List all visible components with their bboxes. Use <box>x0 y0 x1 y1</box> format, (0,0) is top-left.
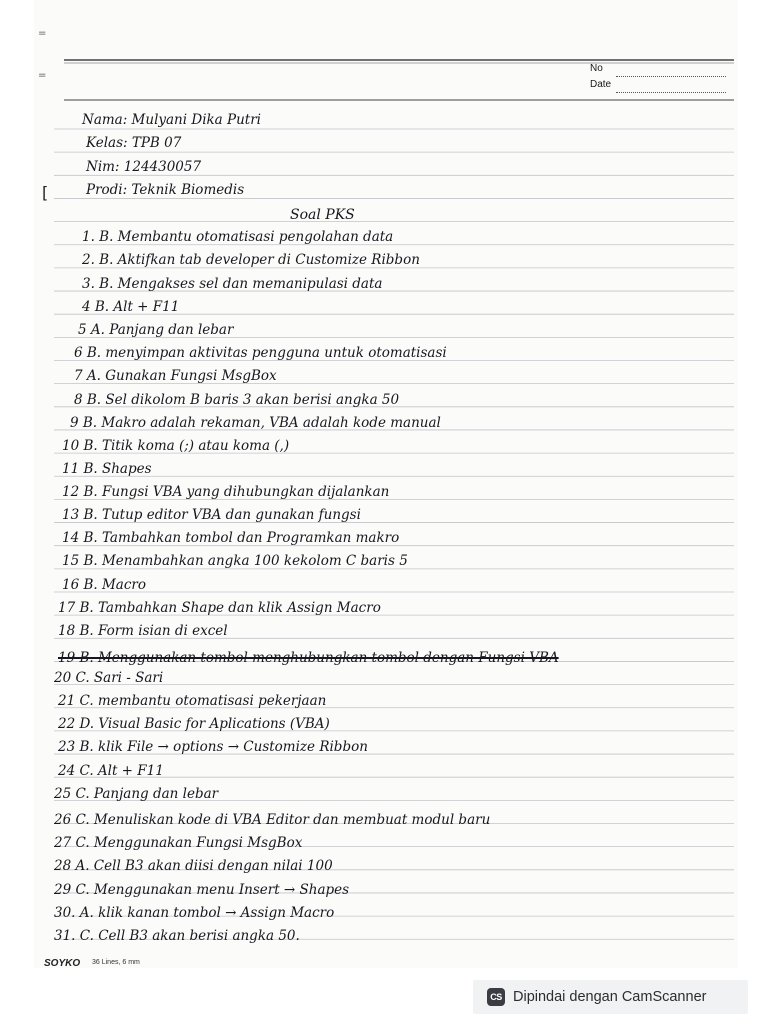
notebook-page <box>34 0 738 968</box>
punch-mark: = <box>38 70 47 81</box>
answer-item: 26 C. Menuliskan kode di VBA Editor dan membuat modul baru <box>54 812 491 828</box>
answer-item: 6 B. menyimpan aktivitas pengguna untuk otomatisasi <box>74 345 447 361</box>
identity-name: Nama: Mulyani Dika Putri <box>82 112 262 128</box>
answer-item: 22 D. Visual Basic for Aplications (VBA) <box>58 716 330 732</box>
answer-item: 8 B. Sel dikolom B baris 3 akan berisi angka 50 <box>74 392 400 408</box>
page-title: Soal PKS <box>290 207 355 223</box>
answer-item: 20 C. Sari - Sari <box>54 670 164 686</box>
answer-item: 21 C. membantu otomatisasi pekerjaan <box>58 693 327 709</box>
answer-item: 24 C. Alt + F11 <box>58 763 164 779</box>
answer-item: 11 B. Shapes <box>62 461 152 477</box>
answer-item: 7 A. Gunakan Fungsi MsgBox <box>74 368 277 384</box>
answer-item: 15 B. Menambahkan angka 100 kekolom C baris 5 <box>62 553 408 569</box>
date-label: Date <box>590 79 612 90</box>
answer-item: 9 B. Makro adalah rekaman, VBA adalah kode manual <box>70 415 441 431</box>
identity-prodi: Prodi: Teknik Biomedis <box>86 182 245 198</box>
answer-item: 16 B. Macro <box>62 577 146 593</box>
bracket-mark: [ <box>42 183 49 202</box>
answer-item: 17 B. Tambahkan Shape dan klik Assign Macro <box>58 600 381 616</box>
identity-class: Kelas: TPB 07 <box>86 135 182 151</box>
identity-nim: Nim: 124430057 <box>86 159 202 175</box>
answer-item: 5 A. Panjang dan lebar <box>78 322 234 338</box>
answer-item: 23 B. klik File → options → Customize Ribbon <box>58 739 368 755</box>
answer-item: 12 B. Fungsi VBA yang dihubungkan dijalankan <box>62 484 390 500</box>
answer-item: 14 B. Tambahkan tombol dan Programkan makro <box>62 530 400 546</box>
camscanner-logo-icon: CS <box>487 988 505 1006</box>
answer-item: 29 C. Menggunakan menu Insert → Shapes <box>54 882 350 898</box>
notebook-brand: SOYKO <box>44 958 81 968</box>
scanner-watermark <box>473 980 748 1014</box>
answer-item: 18 B. Form isian di excel <box>58 623 228 639</box>
answer-item: 25 C. Panjang dan lebar <box>54 786 219 802</box>
answer-item: 1. B. Membantu otomatisasi pengolahan data <box>82 229 394 245</box>
answer-item: 30. A. klik kanan tombol → Assign Macro <box>54 905 335 921</box>
punch-mark: = <box>38 28 47 39</box>
answer-item: 31. C. Cell B3 akan berisi angka 50. <box>54 928 300 944</box>
date-field-dots <box>616 92 726 93</box>
answer-item: 2. B. Aktifkan tab developer di Customize Ribbon <box>82 252 420 268</box>
answer-item: 28 A. Cell B3 akan diisi dengan nilai 100 <box>54 858 333 874</box>
no-field-dots <box>616 76 726 77</box>
answer-item: 10 B. Titik koma (;) atau koma (,) <box>62 438 290 454</box>
answer-item: 27 C. Menggunakan Fungsi MsgBox <box>54 835 303 851</box>
answer-item-corrected: 19 B. Menggunakan tombol menghubungkan tombol dengan Fungsi VBA <box>58 650 559 666</box>
notebook-ruling-note: 36 Lines, 6 mm <box>92 959 140 966</box>
no-label: No <box>590 63 603 74</box>
answer-item: 3. B. Mengakses sel dan memanipulasi data <box>82 276 383 292</box>
answer-item: 13 B. Tutup editor VBA dan gunakan fungsi <box>62 507 361 523</box>
answer-item: 4 B. Alt + F11 <box>82 299 180 315</box>
scanner-watermark-text: Dipindai dengan CamScanner <box>513 989 707 1005</box>
